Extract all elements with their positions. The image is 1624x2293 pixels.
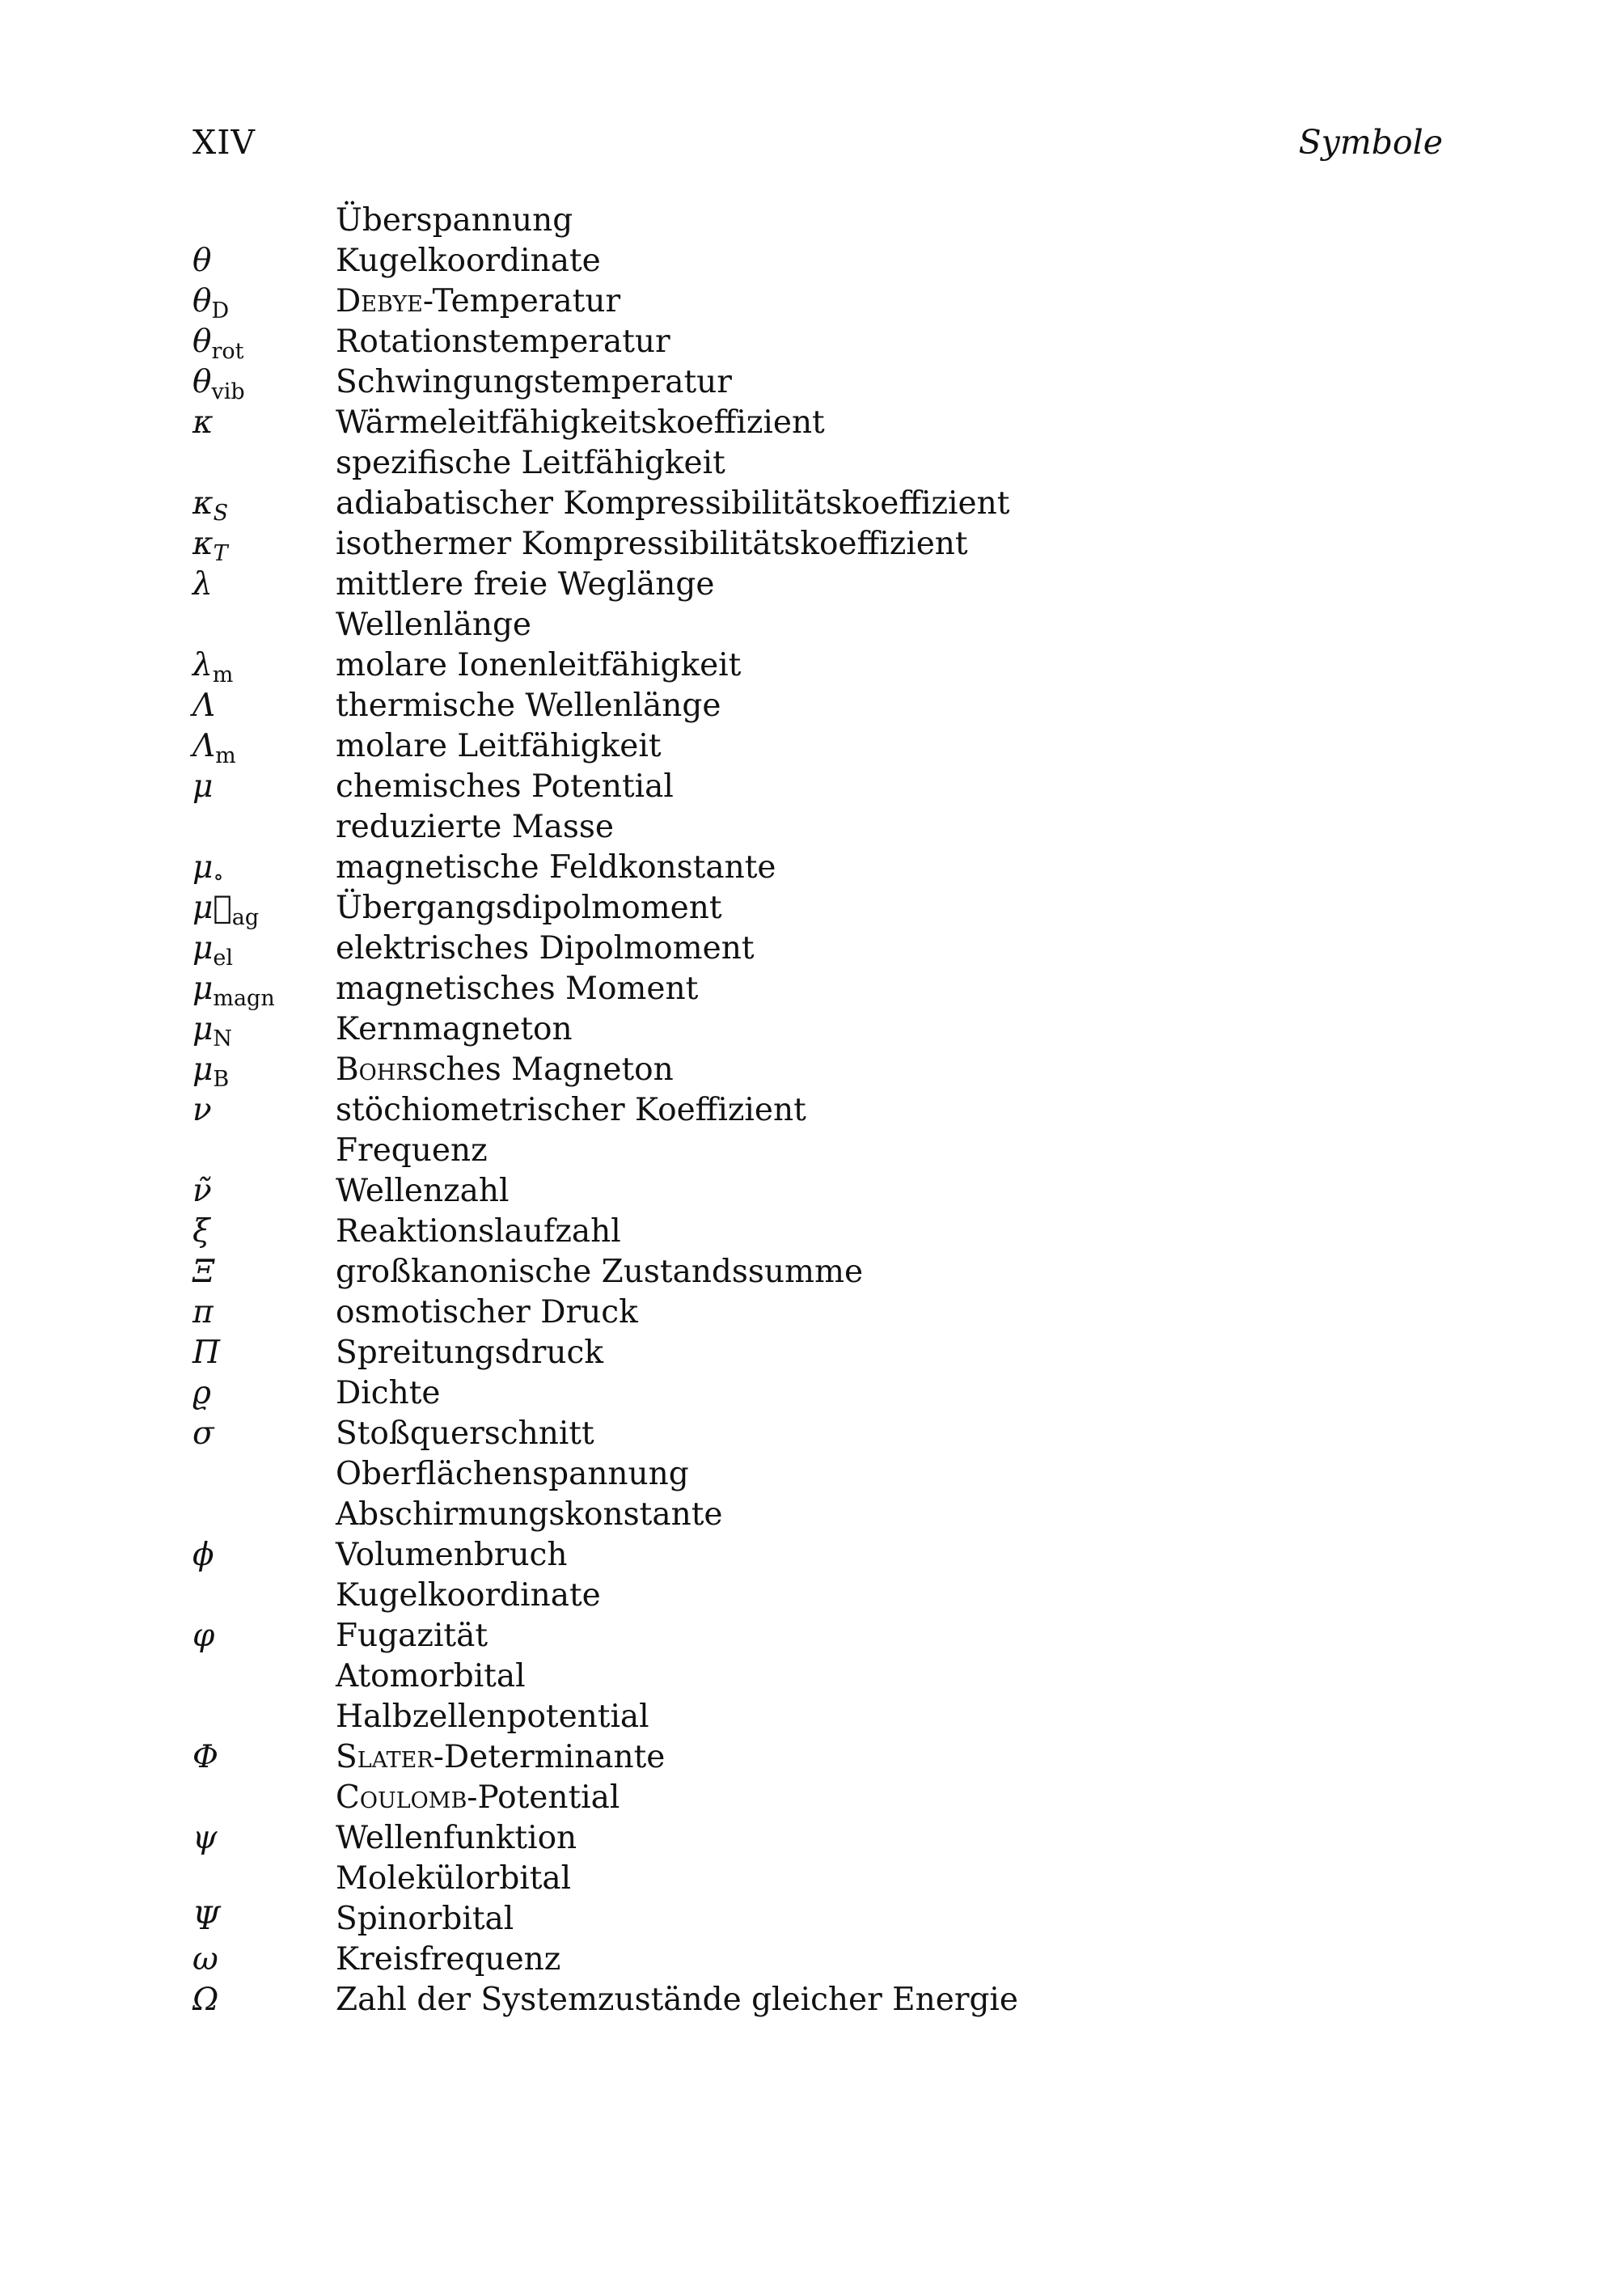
symbol-base: ν̃ (192, 1173, 212, 1209)
symbol-description (336, 1577, 601, 1614)
symbol-description (336, 647, 741, 683)
description-text: spezifische Leitfähigkeit (336, 445, 725, 481)
description-text: thermische Wellenlänge (336, 687, 721, 724)
symbol-base: ξ (192, 1213, 210, 1250)
description-text: Oberflächenspannung (336, 1456, 689, 1492)
symbol-row (192, 768, 1487, 809)
symbol (192, 768, 336, 805)
symbol-description (336, 1496, 722, 1533)
symbol-row (192, 324, 1487, 364)
symbol (192, 1173, 336, 1209)
symbol-description (336, 809, 614, 845)
symbol-base: μ⃗ (192, 890, 232, 926)
symbol-description (336, 1011, 573, 1047)
symbol-row (192, 809, 1487, 849)
symbol-base: λ (192, 566, 213, 603)
description-text: adiabatischer Kompressibilitätskoeffizient (336, 485, 1010, 522)
symbol-row (192, 971, 1487, 1011)
symbol-row (192, 1901, 1487, 1941)
description-text: Volumenbruch (336, 1537, 568, 1573)
description-text: molare Ionenleitfähigkeit (336, 647, 742, 683)
symbol (192, 1011, 336, 1051)
symbol-base: ϕ (192, 1537, 214, 1573)
symbol (192, 324, 336, 364)
symbol-base: θ (192, 324, 212, 360)
symbol (192, 1415, 336, 1452)
description-text: Frequenz (336, 1132, 488, 1169)
symbol-subscript: magn (213, 986, 275, 1011)
symbol-description (336, 526, 968, 562)
person-name: Bohr (336, 1051, 412, 1088)
symbol-description (336, 404, 825, 441)
symbol (192, 526, 336, 566)
symbol (192, 1739, 336, 1775)
symbol-base: μ (192, 1011, 214, 1047)
symbol-description (336, 849, 776, 886)
symbol-row (192, 364, 1487, 404)
symbol-description (336, 1982, 1018, 2018)
symbol-base: λ (192, 647, 213, 683)
symbol-description (336, 283, 620, 319)
symbol-description (336, 1658, 526, 1694)
person-name: Slater (336, 1739, 433, 1775)
symbol-base: μ (192, 971, 214, 1007)
symbol-base: φ (192, 1618, 215, 1654)
symbol-description (336, 566, 714, 603)
symbol-subscript: vib (211, 379, 245, 404)
symbol-row (192, 1335, 1487, 1375)
symbol-description (336, 1699, 649, 1735)
symbol-subscript: m (212, 662, 234, 687)
symbol-description (336, 1860, 571, 1897)
symbol (192, 1941, 336, 1978)
symbol-base: σ (192, 1415, 214, 1452)
symbol-description (336, 1618, 488, 1654)
symbol (192, 1335, 336, 1371)
symbol-row (192, 1537, 1487, 1577)
description-text: Zahl der Systemzustände gleicher Energie (336, 1982, 1018, 2018)
symbol-base: Ψ (192, 1901, 221, 1937)
symbol-description (336, 202, 573, 239)
symbol-subscript: ag (231, 905, 260, 930)
description-text: Wellenzahl (336, 1173, 510, 1209)
symbol-subscript: ∘ (213, 865, 224, 890)
symbol-description (336, 890, 722, 926)
symbol-row (192, 647, 1487, 687)
symbol-description (336, 445, 725, 481)
description-text: Atomorbital (336, 1658, 526, 1694)
description-text: osmotischer Druck (336, 1294, 638, 1331)
symbol-base: μ (192, 768, 214, 805)
symbol-description (336, 1213, 621, 1250)
symbol-description (336, 1173, 510, 1209)
symbol-description (336, 687, 721, 724)
description-text: Überspannung (336, 202, 573, 239)
symbol-description (336, 1335, 603, 1371)
symbol-row (192, 607, 1487, 647)
description-text: Wärmeleitfähigkeitskoeffizient (336, 404, 825, 441)
symbol-row (192, 1739, 1487, 1779)
symbol-row (192, 1011, 1487, 1051)
symbol-description (336, 1456, 689, 1492)
description-text: Übergangsdipolmoment (336, 890, 722, 926)
description-text: elektrisches Dipolmoment (336, 930, 755, 967)
symbol (192, 1820, 336, 1856)
symbol-description (336, 485, 1009, 522)
symbol-row (192, 1415, 1487, 1456)
symbol-description (336, 971, 698, 1007)
symbol-description (336, 1820, 577, 1856)
symbol-base: Π (192, 1335, 221, 1371)
symbol-description (336, 1941, 560, 1978)
description-text: -Potential (467, 1779, 620, 1816)
symbol-description (336, 1375, 440, 1411)
symbol-subscript: rot (211, 339, 244, 364)
description-text: Molekülorbital (336, 1860, 572, 1897)
symbol-subscript: T (213, 541, 228, 566)
symbol-base: Ξ (192, 1254, 215, 1290)
symbol-description (336, 607, 531, 643)
description-text: Rotationstemperatur (336, 324, 670, 360)
description-text: mittlere freie Weglänge (336, 566, 715, 603)
symbol-row (192, 283, 1487, 324)
symbol-row (192, 202, 1487, 243)
symbol-subscript: D (211, 298, 230, 324)
symbol-row (192, 445, 1487, 485)
symbol-row (192, 1092, 1487, 1132)
symbol-row (192, 1779, 1487, 1820)
person-name: Coulomb (336, 1779, 467, 1816)
symbol-row (192, 890, 1487, 930)
symbol-description (336, 243, 601, 279)
symbol (192, 1901, 336, 1937)
symbol (192, 1982, 336, 2018)
symbol-subscript: B (213, 1067, 230, 1092)
symbol-base: π (192, 1294, 214, 1331)
description-text: Dichte (336, 1375, 441, 1411)
symbol-description (336, 930, 755, 967)
description-text: Reaktionslaufzahl (336, 1213, 621, 1250)
symbol-description (336, 1051, 674, 1088)
symbol-subscript: S (213, 501, 229, 526)
symbol-row (192, 243, 1487, 283)
description-text: isothermer Kompressibilitätskoeffizient (336, 526, 968, 562)
symbol-row (192, 1577, 1487, 1618)
description-text: magnetisches Moment (336, 971, 699, 1007)
description-text: sches Magneton (412, 1051, 674, 1088)
description-text: Stoßquerschnitt (336, 1415, 594, 1452)
symbol-row (192, 1254, 1487, 1294)
symbol-subscript: el (213, 946, 233, 971)
symbol-description (336, 1739, 665, 1775)
symbol-list (192, 202, 1487, 2022)
symbol (192, 728, 336, 768)
symbol (192, 1213, 336, 1250)
symbol-row (192, 930, 1487, 971)
symbol-row (192, 404, 1487, 445)
description-text: Schwingungstemperatur (336, 364, 732, 400)
symbol-row (192, 1294, 1487, 1335)
symbol (192, 849, 336, 890)
symbol (192, 243, 336, 279)
description-text: Spreitungsdruck (336, 1335, 603, 1371)
running-head: Symbole (1298, 123, 1443, 162)
symbol-row (192, 1618, 1487, 1658)
symbol-row (192, 1051, 1487, 1092)
symbol-description (336, 1901, 514, 1937)
symbol-description (336, 728, 662, 764)
symbol-row (192, 1941, 1487, 1982)
symbol (192, 485, 336, 526)
symbol-description (336, 364, 732, 400)
symbol-description (336, 768, 674, 805)
symbol-row (192, 1213, 1487, 1254)
symbol-base: ν (192, 1092, 212, 1128)
description-text: -Temperatur (422, 283, 621, 319)
symbol-row (192, 1132, 1487, 1173)
symbol-row (192, 1375, 1487, 1415)
description-text: chemisches Potential (336, 768, 674, 805)
symbol (192, 1051, 336, 1092)
symbol-row (192, 1496, 1487, 1537)
symbol-base: Φ (192, 1739, 218, 1775)
symbol (192, 1375, 336, 1411)
description-text: großkanonische Zustandssumme (336, 1254, 864, 1290)
symbol-description (336, 324, 670, 360)
description-text: Kreisfrequenz (336, 1941, 561, 1978)
symbol-base: μ (192, 849, 214, 886)
description-text: Kugelkoordinate (336, 1577, 601, 1614)
symbol-description (336, 1092, 806, 1128)
symbol-row (192, 728, 1487, 768)
description-text: molare Leitfähigkeit (336, 728, 662, 764)
symbol-base: θ (192, 283, 212, 319)
symbol-row (192, 1456, 1487, 1496)
symbol-row (192, 687, 1487, 728)
symbol-row (192, 526, 1487, 566)
symbol-base: θ (192, 243, 212, 279)
description-text: Kernmagneton (336, 1011, 573, 1047)
symbol-row (192, 849, 1487, 890)
symbol (192, 283, 336, 324)
symbol-description (336, 1294, 638, 1331)
symbol (192, 404, 336, 441)
symbol-row (192, 1658, 1487, 1699)
symbol-row (192, 1173, 1487, 1213)
symbol (192, 566, 336, 603)
description-text: reduzierte Masse (336, 809, 614, 845)
symbol (192, 1254, 336, 1290)
symbol-description (336, 1779, 620, 1816)
description-text: Kugelkoordinate (336, 243, 601, 279)
symbol (192, 930, 336, 971)
symbol-base: Λ (192, 728, 216, 764)
description-text: magnetische Feldkonstante (336, 849, 776, 886)
symbol-base: κ (192, 485, 214, 522)
symbol-base: ω (192, 1941, 218, 1978)
symbol-row (192, 1820, 1487, 1860)
symbol (192, 1537, 336, 1573)
symbol (192, 1618, 336, 1654)
symbol (192, 1092, 336, 1128)
person-name: Debye (336, 283, 423, 319)
symbol-description (336, 1537, 568, 1573)
symbol-subscript: m (215, 743, 236, 768)
symbol-subscript: N (213, 1026, 232, 1051)
symbol-base: Ω (192, 1982, 219, 2018)
symbol (192, 687, 336, 724)
description-text: Wellenlänge (336, 607, 532, 643)
description-text: Abschirmungskonstante (336, 1496, 723, 1533)
description-text: Wellenfunktion (336, 1820, 577, 1856)
description-text: Spinorbital (336, 1901, 514, 1937)
symbol-base: μ (192, 930, 214, 967)
description-text: stöchiometrischer Koeffizient (336, 1092, 806, 1128)
symbol (192, 1294, 336, 1331)
symbol-row (192, 566, 1487, 607)
symbol-base: κ (192, 526, 214, 562)
symbol-base: μ (192, 1051, 214, 1088)
description-text: Halbzellenpotential (336, 1699, 649, 1735)
description-text: Fugazität (336, 1618, 488, 1654)
symbol-row (192, 485, 1487, 526)
symbol-row (192, 1699, 1487, 1739)
symbol (192, 364, 336, 404)
symbol-base: θ (192, 364, 212, 400)
symbol-row (192, 1982, 1487, 2022)
symbol (192, 971, 336, 1011)
symbol-base: κ (192, 404, 214, 441)
symbol-description (336, 1415, 594, 1452)
symbol (192, 647, 336, 687)
symbol-description (336, 1254, 863, 1290)
symbol-description (336, 1132, 488, 1169)
symbol-base: Λ (192, 687, 216, 724)
symbol-base: ψ (192, 1820, 218, 1856)
page-number: XIV (192, 123, 256, 162)
symbol-row (192, 1860, 1487, 1901)
description-text: -Determinante (433, 1739, 666, 1775)
symbol-base: ϱ (192, 1375, 211, 1411)
symbol (192, 890, 336, 930)
